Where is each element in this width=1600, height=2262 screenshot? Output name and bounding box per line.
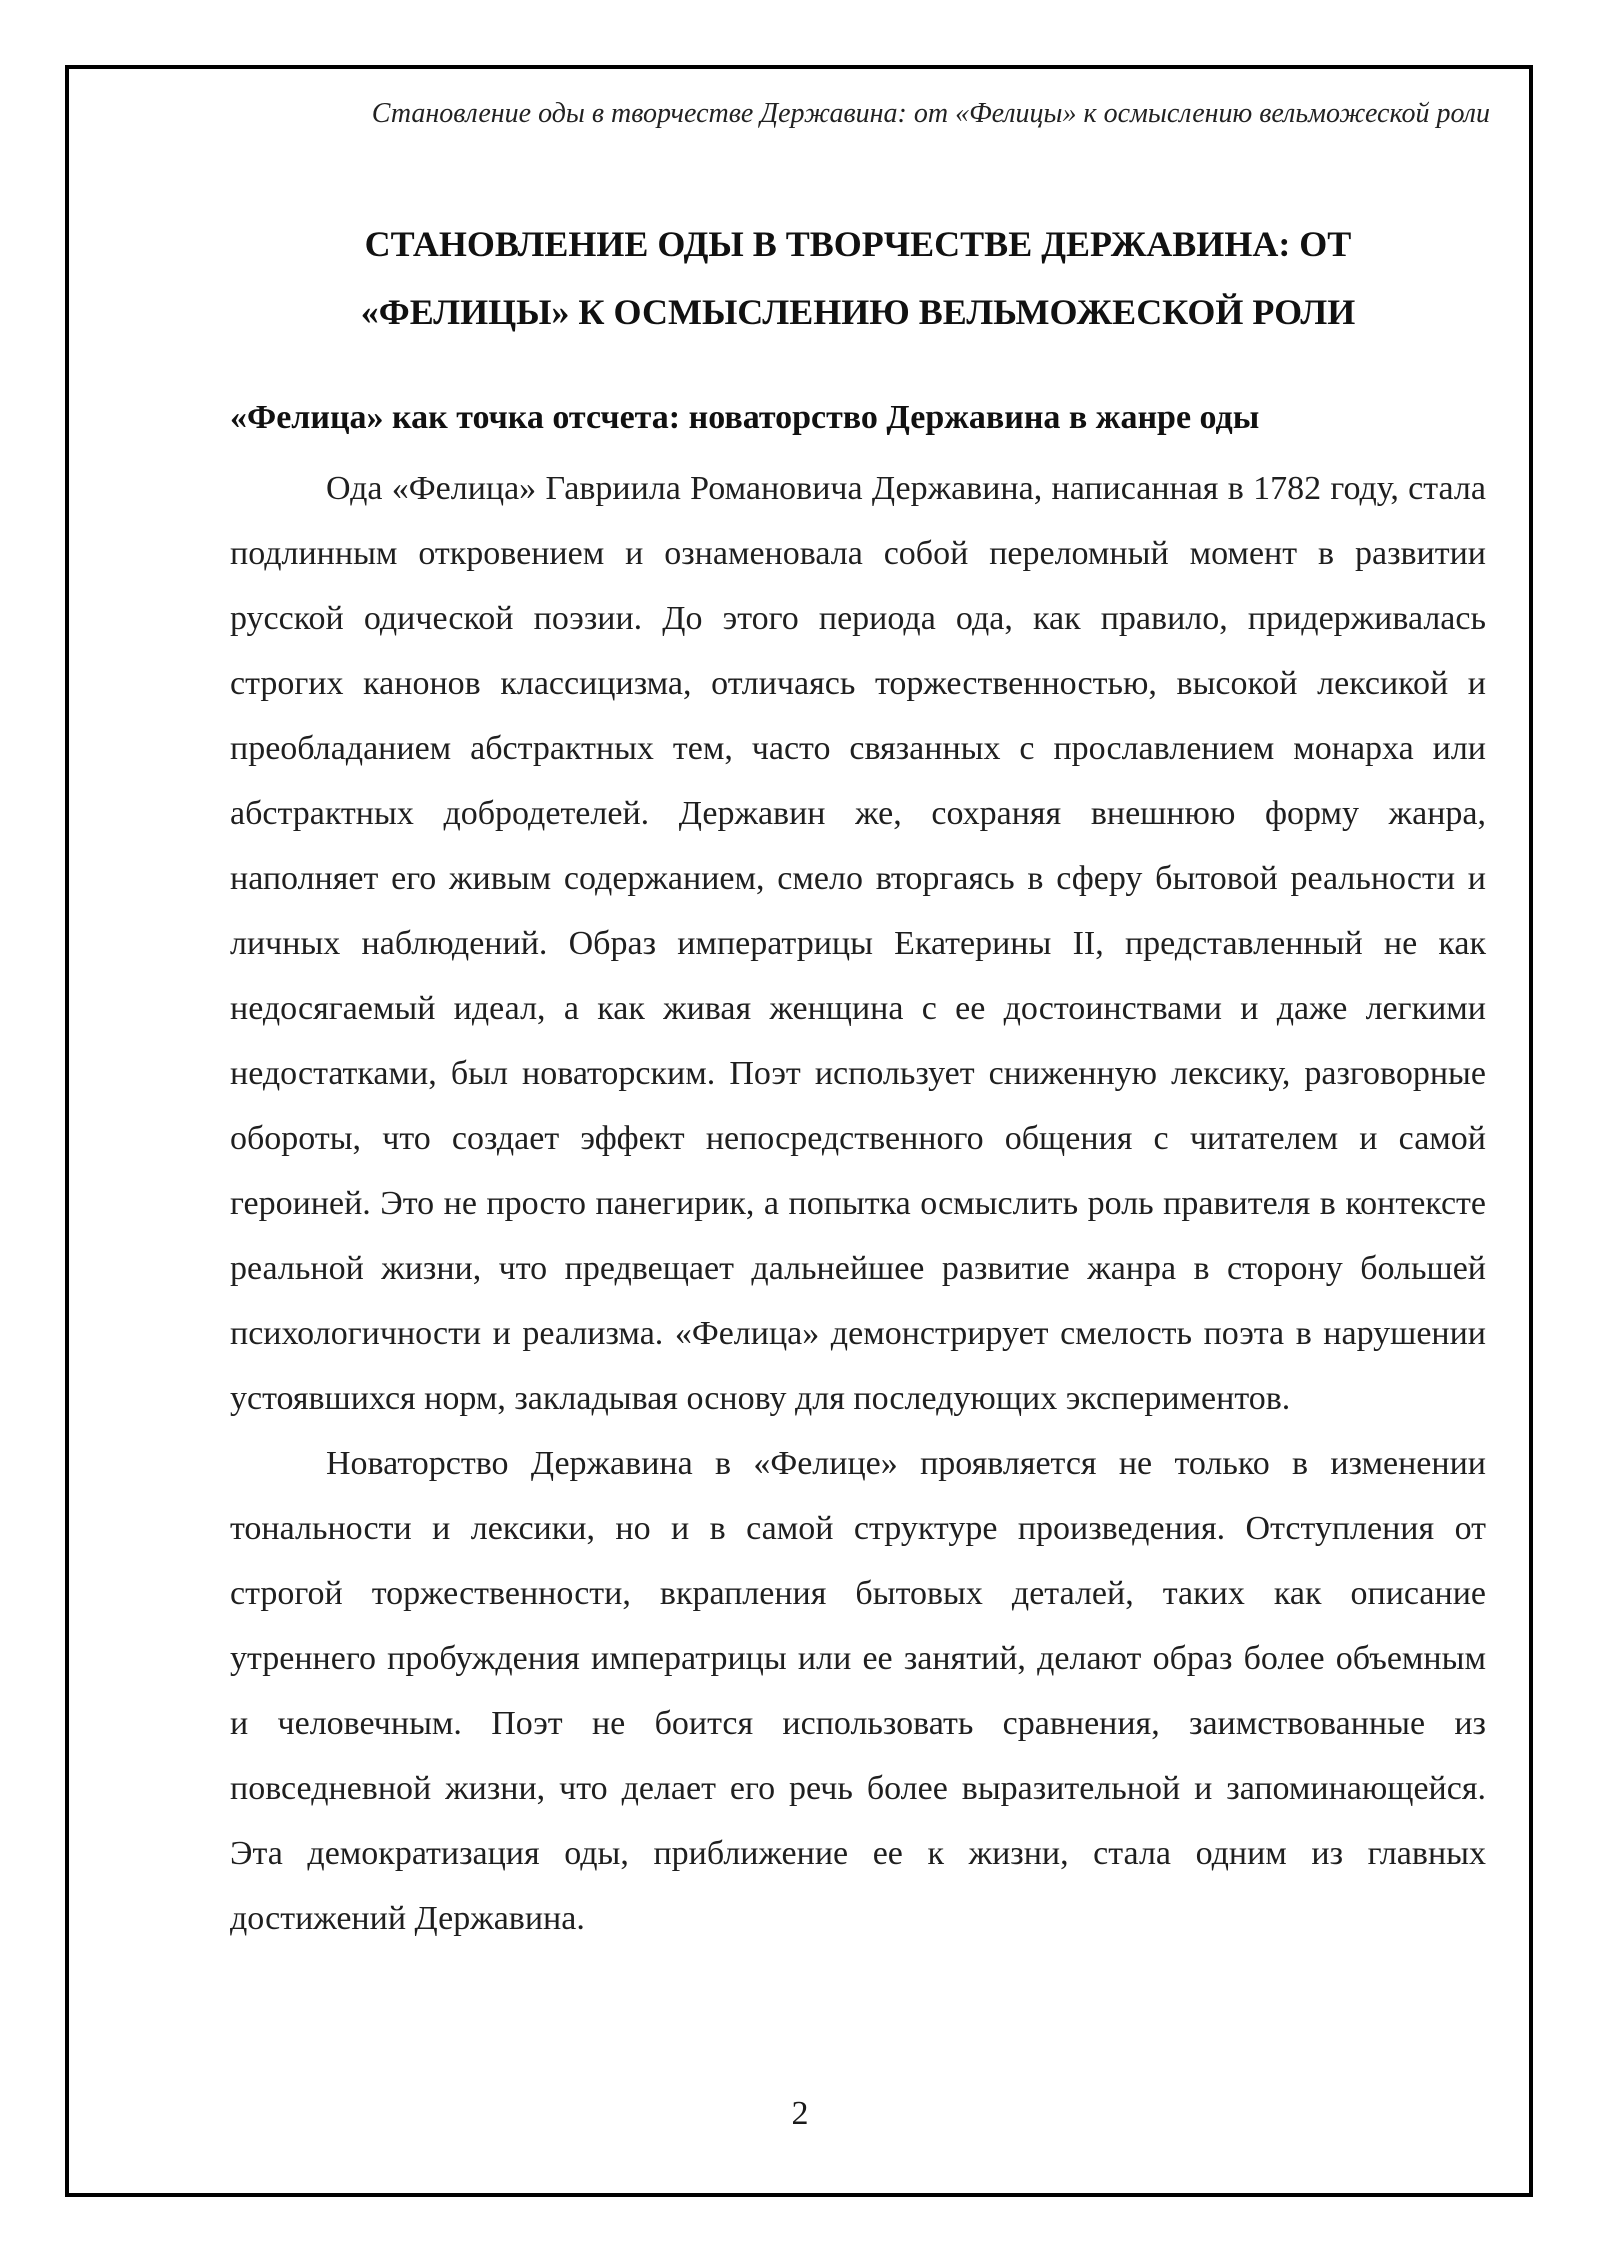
running-header: Становление оды в творчестве Державина: от «Фелицы» к осмыслению вельможеской роли [371,98,1490,129]
page-content [230,210,1486,1951]
title-line-1: СТАНОВЛЕНИЕ ОДЫ В ТВОРЧЕСТВЕ ДЕРЖАВИНА: ОТ [364,224,1352,264]
paragraph-1: Ода «Фелица» Гавриила Романовича Державина, написанная в 1782 году, стала подлинным откровением и ознаменовала собой переломный момент в развитии русской одической поэзии. До этого периода ода, как правило, придерживалась строгих канонов классицизма, отличаясь торжественностью, высокой лексикой и преобладанием абстрактных тем, часто связанных с прославлением монарха или абстрактных добродетелей. Державин же, сохраняя внешнюю форму жанра, наполняет его живым содержанием, смело вторгаясь в сферу бытовой реальности и личных наблюдений. Образ императрицы Екатерины II, представленный не как недосягаемый идеал, а как живая женщина с ее достоинствами и даже легкими недостатками, был новаторским. Поэт использует сниженную лексику, разговорные обороты, что создает эффект непосредственного общения с читателем и самой героиней. Это не просто панегирик, а попытка осмыслить роль правителя в контексте реальной жизни, что предвещает дальнейшее развитие жанра в сторону большей психологичности и реализма. «Фелица» демонстрирует смелость поэта в нарушении устоявшихся норм, закладывая основу для последующих экспериментов. [230,470,1486,1417]
title-line-2: «ФЕЛИЦЫ» К ОСМЫСЛЕНИЮ ВЕЛЬМОЖЕСКОЙ РОЛИ [360,292,1356,332]
section-heading: «Фелица» как точка отсчета: новаторство Державина в жанре оды [230,399,1260,436]
document-title [230,210,1486,346]
paragraph-2: Новаторство Державина в «Фелице» проявляется не только в изменении тональности и лексики, но и в самой структуре произведения. Отступления от строгой торжественности, вкрапления бытовых деталей, таких как описание утреннего пробуждения императрицы или ее занятий, делают образ более объемным и человечным. Поэт не боится использовать сравнения, заимствованные из повседневной жизни, что делает его речь более выразительной и запоминающейся. Эта демократизация оды, приближение ее к жизни, стала одним из главных достижений Державина. [230,1445,1486,1937]
page-number: 2 [791,2095,809,2132]
